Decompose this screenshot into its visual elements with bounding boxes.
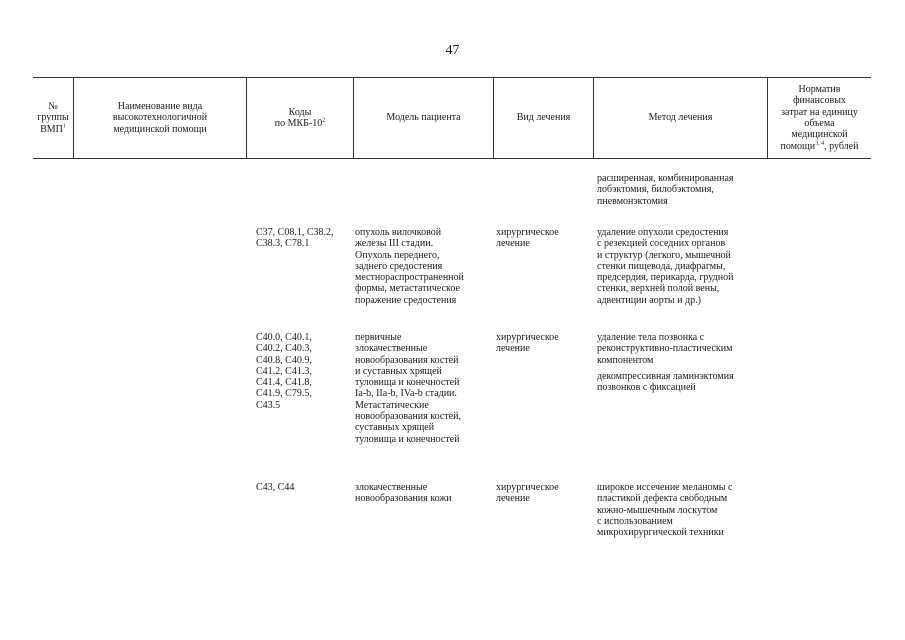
row-method-item: удаление опухоли средостения с резекцией соседних органов и структур (легкого, мышечной стенки пищевода, диафрагмы, предсердия, перикарда, грудной стенки, верхней полой вены, адвентиции аорты и др.) xyxy=(597,227,734,306)
header-treatment-type: Вид лечения xyxy=(516,112,571,124)
row-method-item: декомпрессивная ламинэктомия позвонков с фиксацией xyxy=(597,370,734,394)
header-patient-model: Модель пациента xyxy=(386,112,461,124)
page-number: 47 xyxy=(445,43,460,58)
row-model-cell: злокачественные новообразования кожи xyxy=(355,482,452,505)
row-treatment-cell: хирургическое лечение xyxy=(496,332,559,355)
row-treatment-cell: хирургическое лечение xyxy=(496,227,559,250)
header-care-type-name: Наименование вида высокотехнологичной медицинской помощи xyxy=(112,101,208,135)
row-codes-cell: C43, C44 xyxy=(256,482,295,493)
header-bottom-rule xyxy=(33,158,871,159)
header-cost-standard: Норматив финансовых затрат на единицу объема медицинской помощи$^{3, 4}$, рублей xyxy=(780,84,859,152)
header-group-number: № группы ВМП$^1$ xyxy=(37,101,69,135)
row-method-item: широкое иссечение меланомы с пластикой дефекта свободным кожно-мышечным лоскутом с использованием микрохирургической техники xyxy=(597,482,733,539)
row-codes-cell: C37, C08.1, C38.2, C38.3, C78.1 xyxy=(256,227,334,250)
header-icd-codes: Коды по МКБ-$10^2$ xyxy=(274,106,326,129)
row-method-item: удаление тела позвонка с реконструктивно-пластическим компонентом xyxy=(597,332,733,366)
row-model-cell: первичные злокачественные новообразования костей и суставных хрящей туловища и конечностей Ia-b, IIa-b, IVa-b стадии. Метастатические новообразования костей, суставных хрящей туловища и конечностей xyxy=(355,332,461,445)
row-codes-cell: C40.0, C40.1, C40.2, C40.3, C40.8, C40.9, C41.2, C41.3, C41.4, C41.8, C41.9, C79.5, C43.5 xyxy=(256,332,312,411)
row-treatment-cell: хирургическое лечение xyxy=(496,482,559,505)
row-model-cell: опухоль вилочковой железы III стадии. Опухоль переднего, заднего средостения местнораспространенной формы, метастатическое поражение средостения xyxy=(355,227,464,306)
row-method-item: расширенная, комбинированная лобэктомия, билобэктомия, пневмонэктомия xyxy=(597,173,734,207)
header-treatment-method: Метод лечения xyxy=(648,112,713,124)
